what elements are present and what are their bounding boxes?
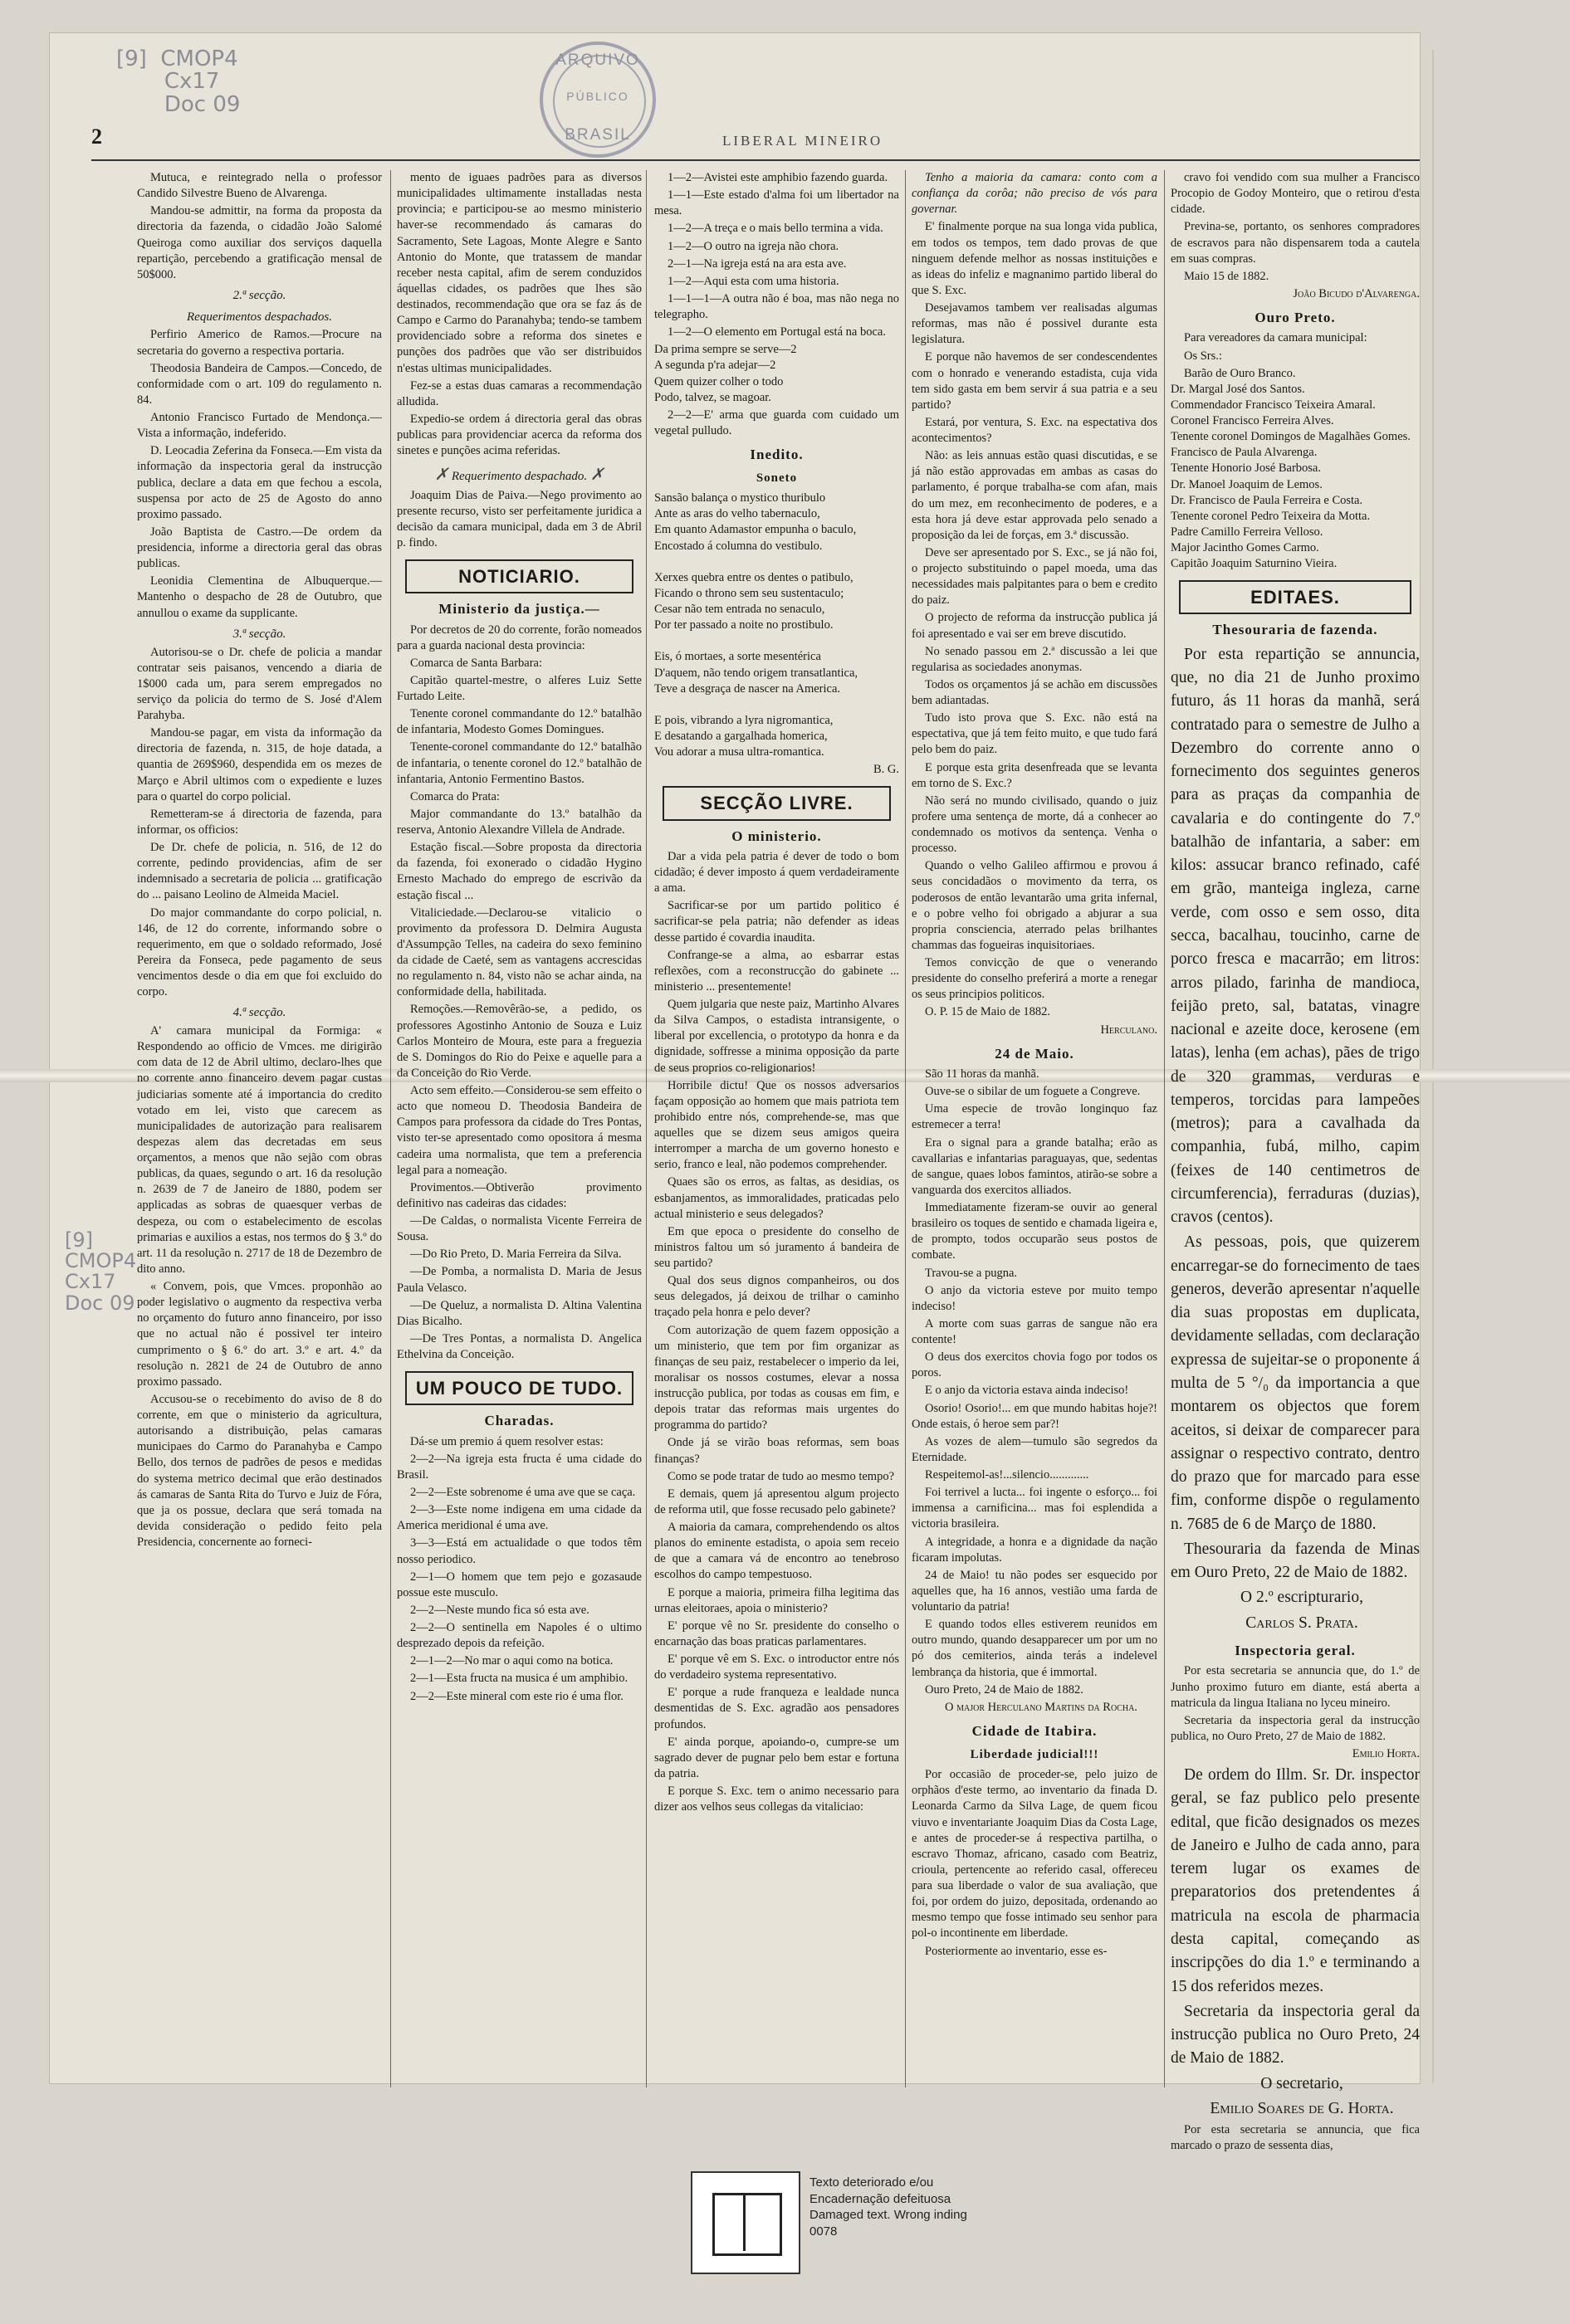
- x-mark-icon: ✗: [589, 466, 604, 485]
- subheading: Thesouraria de fazenda.: [1212, 622, 1378, 638]
- paragraph: Secretaria da inspectoria geral da instrucção publica, no Ouro Preto, 27 de Maio de 1882.: [1171, 1713, 1420, 1743]
- column-divider: [390, 170, 391, 2087]
- stamp-text-mid: PÚBLICO: [566, 90, 629, 103]
- paragraph: —De Queluz, a normalista D. Altina Valentina Dias Bicalho.: [397, 1298, 642, 1328]
- subheading: Inspectoria geral.: [1235, 1642, 1356, 1658]
- paragraph: O anjo da victoria esteve por muito tempo indeciso!: [912, 1283, 1157, 1313]
- paragraph: —De Pomba, a normalista D. Maria de Jesus Paula Velasco.: [397, 1265, 642, 1295]
- paragraph: E porque não havemos de ser condescendentes com o honrado e venerando estadista, cuja vida tem sido gasta em bem servir á sua patria e a seu partido?: [912, 350, 1157, 412]
- paragraph: Era o signal para a grande batalha; erão as cavallarias e infantarias paraguayas, que, sedentas de sangue, quaes lobos famintos, atirão-se sobre a vanguarda dos exercitos alliados.: [912, 1135, 1157, 1197]
- paragraph: A integridade, a honra e a dignidade da nação ficaram impolutas.: [912, 1535, 1157, 1565]
- paragraph: Theodosia Bandeira de Campos.—Concedo, de conformidade com o art. 109 do regulamento n. 84.: [137, 361, 382, 407]
- riddle: 2—2—Neste mundo fica só esta ave.: [410, 1603, 589, 1617]
- paragraph: Autorisou-se o Dr. chefe de policia a mandar contratar seis paisanos, vencendo a diaria de 1$000 cada um, para serem empregados no serviço da policia do termo de S. José d'Alem Parahyba.: [137, 645, 382, 723]
- paragraph: E' porque vê no Sr. presidente do conselho o encarnação das boas praticas parlamentares.: [654, 1618, 899, 1648]
- names-list: Barão de Ouro Branco. Dr. Margal José dos Santos. Commendador Francisco Teixeira Amaral. Coronel Francisco Ferreira Alves. Tenente coronel Domingos de Magalhães Gomes. Francisco de Paula Alvarenga. Tenente Honorio José Barbosa. Dr. Manoel Joaquim de Lemos. Dr. Francisco de Paula Ferreira e Costa. Tenente coronel Pedro Teixeira da Motta. Padre Camillo Ferreira Velloso. Major Jacintho Gomes Carmo. Capitão Joaquim Saturnino Vieira.: [1171, 366, 1411, 571]
- paragraph: Não será no mundo civilisado, quando o juiz profere uma sentença de morte, dá a conhecer ao condemnado os motivos da sentença. Venha o processo.: [912, 793, 1157, 856]
- paragraph: Comarca do Prata:: [410, 789, 500, 803]
- edital-block: [1171, 1764, 1420, 2121]
- subheading: O ministerio.: [731, 828, 822, 844]
- paragraph: As pessoas, pois, que quizerem encarregar-se do fornecimento de taes generos, deverão apresentar n'aquelle dia suas propostas em duplicata, devidamente selladas, com declaração expressa de sujeitar-se o proponente á multa de 5 °/₀ da importancia a que montarem os objectos que forem aceitos, si deixar de comparecer para assignar o respectivo contrato, dentro do prazo que for marcado para esse fim, conforme dispõe o regulamento n. 7685 de 6 de Março de 1880.: [1171, 1233, 1420, 1533]
- paragraph: Todos os orçamentos já se achão em discussões bem adiantadas.: [912, 677, 1157, 707]
- stamp-text-bottom: BRASIL: [565, 126, 631, 144]
- section-box-title: EDITAES.: [1179, 580, 1411, 614]
- paragraph: O projecto de reforma da instrucção publica já foi apresentado e vai ser em breve discutido.: [912, 611, 1157, 641]
- paragraph: Não: as leis annuas estão quasi discutidas, e se já não estão approvadas em ambas as casas do parlamento, é porque trabalha-se com afan, mais do um mez, em reconhecimento de poderes, e a esta hora já deve estar approvada pelo senado a proposição da lei de forças, em 3.ª discussão.: [912, 449, 1157, 542]
- riddle: 2—2—O sentinella em Napoles é o ultimo desprezado depois da refeição.: [397, 1621, 642, 1651]
- column-divider: [905, 170, 906, 2087]
- signature: Carlos S. Prata.: [1245, 1614, 1358, 1632]
- edital-block: [1171, 643, 1420, 1635]
- paragraph: Por occasião de proceder-se, pelo juizo de orphãos d'este termo, ao inventario da finada D. Leonarda Carmo da Silva Lage, de quem ficou viuvo e inventariante Joaquim Dias da Costa Lage, e antes de proceder-se á respectiva partilha, o escravo Thomaz, africano, casado com Beatriz, crioula, pertencente ao referido casal, offereceu para sua liberdade o valor de sua avaliação, que foi, por ordem do juizo, depositada, ordenando ao mesmo tempo que fosse intimado seu senhor para pol-o incontinente em liberdade.: [912, 1768, 1157, 1941]
- paragraph: De ordem do Illm. Sr. Dr. inspector geral, se faz publico pelo presente edital, que ficão designados os mezes de Janeiro e Julho de cada anno, para terem lugar os exames de preparatorios dos pretendentes á matricula na escola de pharmacia desta capital, começando as inscripções do dia 1.º e terminando a 15 dos referidos mezes.: [1171, 1766, 1420, 1995]
- subheading: [397, 464, 642, 486]
- paragraph: 24 de Maio! tu não podes ser esquecido por aquelles que, ha 16 annos, vestião uma farda de voluntario da patria!: [912, 1568, 1157, 1614]
- paragraph: Maio 15 de 1882.: [1184, 269, 1269, 283]
- paragraph: O secretario,: [1260, 2074, 1343, 2092]
- column-divider: [646, 170, 647, 2087]
- riddle: 1—2—Aqui esta com uma historia.: [668, 274, 839, 288]
- subheading: Charadas.: [484, 1413, 555, 1429]
- paragraph: Acto sem effeito.—Considerou-se sem effeito o acto que nomeou D. Theodosia Bandeira de Campos para professora da cidade do Tres Pontas, visto ter-se apresentado como opositora á mesma cadeira uma normalista, que tem a preferencia legal para a nomeação.: [397, 1084, 642, 1177]
- paragraph: E porque S. Exc. tem o animo necessario para dizer aos velhos seus collegas da vitaliciao:: [654, 1784, 899, 1814]
- paragraph: Ouro Preto, 24 de Maio de 1882.: [925, 1682, 1083, 1697]
- paragraph: E' ainda porque, apoiando-o, cumpre-se um sagrado dever de pugnar pelo bem estar e fortuna da patria.: [654, 1735, 899, 1780]
- paper-crease: [1432, 50, 1434, 2083]
- riddle: 2—1—O homem que tem pejo e gozasaude possue este musculo.: [397, 1570, 642, 1599]
- header-rule: [91, 159, 1420, 161]
- paragraph: A morte com suas garras de sangue não era contente!: [912, 1316, 1157, 1347]
- damage-notice: [809, 2175, 967, 2239]
- paragraph: E quando todos elles estiverem reunidos em outro mundo, quando desapparecer um por um no pó dos cemiterios, ainda terás a indelevel lembrança da historia, que é immortal.: [912, 1618, 1157, 1679]
- paragraph: Mandou-se pagar, em vista da informação da directoria de fazenda, n. 315, de hoje datada, a quantia de 269$960, despendida em os mezes de Março e Abril ultimos com o expediente e luzes para o quartel do corpo policial.: [137, 726, 382, 803]
- signature: B. G.: [873, 763, 899, 777]
- paragraph: D. Leocadia Zeferina da Fonseca.—Em vista da informação da inspectoria geral da instrucção publica, declare a data em que fechou a escola, suspensa por acto de 25 de Agosto do anno proximo passado.: [137, 444, 382, 521]
- paragraph: Antonio Francisco Furtado de Mendonça.—Vista a informação, indeferido.: [137, 411, 382, 441]
- paragraph: Com autorização de quem fazem opposição a um ministerio, que tem por fim organizar as finanças de seu paiz, restabelecer o imperio da lei, moralisar os nossos costumes, elevar a nossa instrucção publica, por todas as cousas em fim, e depois tratar das reformas mais urgentes do programma do partido?: [654, 1323, 899, 1433]
- riddle: 2—2—Este mineral com este rio é uma flor.: [410, 1689, 624, 1703]
- section-box-title: SECÇÃO LIVRE.: [663, 786, 891, 820]
- page-number: 2: [91, 124, 102, 149]
- paragraph: São 11 horas da manhã.: [925, 1067, 1039, 1081]
- paragraph: Estará, por ventura, S. Exc. na espectativa dos acontecimentos?: [912, 415, 1157, 445]
- paragraph: Leonidia Clementina de Albuquerque.—Mantenho o despacho de 28 de Outubro, que annullou o exame da supplicante.: [137, 574, 382, 620]
- paragraph: Tudo isto prova que S. Exc. não está na espectativa, que já tem feito muito, e que tudo fará pelo bem do paiz.: [912, 711, 1157, 757]
- paragraph: Thesouraria da fazenda de Minas em Ouro Preto, 22 de Maio de 1882.: [1171, 1540, 1420, 1582]
- column-2: [397, 170, 642, 1706]
- damage-notice-line: 0078: [809, 2224, 838, 2239]
- section-heading: 4.ª secção.: [232, 1006, 286, 1020]
- riddle: 2—1—Na igreja está na ara esta ave.: [668, 256, 847, 271]
- paragraph: Onde já se virão boas reformas, sem boas finanças?: [654, 1436, 899, 1466]
- paragraph: O 2.º escripturario,: [1240, 1589, 1363, 1607]
- paragraph: Sacrificar-se por um partido politico é sacrificar-se pela patria; não defender as ideas desse partido é covardia inaudita.: [654, 899, 899, 945]
- paragraph: Capitão quartel-mestre, o alferes Luiz Sette Furtado Leite.: [397, 673, 642, 704]
- newspaper-title: LIBERAL MINEIRO: [722, 133, 883, 149]
- column-1: [137, 170, 382, 1552]
- paragraph: Accusou-se o recebimento do aviso de 8 do corrente, em que o ministerio da agricultura, autorisando a distribuição, pelas camaras municipaes do Carmo do Paranahyba e Campo Bello, dos ternos de padrões de pesos e medidas do systema metrico decimal que erão destinados ás camaras de Santa Rita do Turvo e Juiz de Fóra, que ja os possue, declara que será tomada na devida consideração o pedido feito pela Presidencia, concernente ao forneci-: [137, 1392, 382, 1550]
- paragraph: Qual dos seus dignos companheiros, ou dos seus delegados, já deixou de trilhar o caminho traçado pela honra e pelo dever?: [654, 1274, 899, 1320]
- paragraph: Remoções.—Removêrão-se, a pedido, os professores Agostinho Antonio de Souza e Luiz Carlos Monteiro de Moura, este para a freguezia de S. Domingos do Rio do Peixe e aquelle para a da Conceição do Rio Verde.: [397, 1003, 642, 1080]
- paragraph: Deve ser apresentado por S. Exc., se já não foi, o projecto substituindo o papel moeda, uma das necessidades mais palpitantes para o bem e credito do paiz.: [912, 545, 1157, 608]
- paragraph: « Convem, pois, que Vmces. proponhão ao poder legislativo o augmento da respectiva verba no orçamento do futuro anno financeiro, por isso que no actual não é possivel ter inteiro cumprimento o § 6.º do art. 3.º e art. 4.º da resolução n. 2821 de 24 de Outubro de anno proximo passado.: [137, 1280, 382, 1389]
- riddle: 1—1—1—A outra não é boa, mas não nega no telegrapho.: [654, 291, 899, 321]
- subheading: Ministerio da justiça.—: [438, 601, 600, 618]
- paragraph: O. P. 15 de Maio de 1882.: [925, 1005, 1051, 1019]
- paragraph: Horribile dictu! Que os nossos adversarios façam opposição ao homem que mais patriota tem prohibido entre nós, comprehende-se, mas que aquelles que se dizem seus amigos queira interromper a marcha de um governo honesto e serio, franco e leal, não podemos comprehender.: [654, 1078, 899, 1172]
- riddle: 2—2—Este sobrenome é uma ave que se caça.: [410, 1486, 636, 1500]
- riddle: 1—2—Avistei este amphibio fazendo guarda.: [668, 171, 888, 184]
- paragraph: Tenente coronel commandante do 12.º batalhão de infantaria, Modesto Gomes Domingues.: [397, 707, 642, 737]
- section-box-title: NOTICIARIO.: [405, 559, 633, 593]
- paragraph: Comarca de Santa Barbara:: [410, 656, 543, 670]
- paragraph: Por esta repartição se annuncia, que, no dia 21 de Junho proximo futuro, ás 11 horas da manhã, será contratado para o semestre de Julho a Dezembro do corrente anno o fornecimento dos seguintes generos para as praças da companhia de cavalaria e do contingente do 7.º batalhão de infantaria, a saber: em kilos: assucar branco refinado, café em grão, manteiga ingleza, carne verde, com osso e sem osso, dita secca, bacalhau, toucinho, carne de porco fresca e macarrão; em litros: arros pilado, farinha de mandioca, feijão preto, sal, batatas, vinagre nacional e azeite doce, kerosene (em latas), lenha (em achas), pães de trigo de 320 grammas, verduras e temperos, torcidas para lampeões (metros); para a cavalhada da companhia, fubá, milho, capim (feixes de 140 centimetros de circumferencia), ferraduras (duzias), cravos (centos).: [1171, 645, 1420, 1227]
- subheading: Requerimentos despachados.: [187, 310, 332, 324]
- paragraph: Posteriormente ao inventario, esse es-: [925, 1944, 1108, 1958]
- paragraph: Osorio! Osorio!... em que mundo habitas hoje?! Onde estais, ó heroe sem par?!: [912, 1401, 1157, 1431]
- paragraph: Provimentos.—Obtiverão provimento definitivo nas cadeiras das cidades:: [397, 1180, 642, 1210]
- stamp-text-top: ARQUIVO: [555, 51, 640, 69]
- damage-notice-line: Damaged text. Wrong inding: [809, 2208, 967, 2222]
- paragraph: Em que epoca o presidente do conselho de ministros faltou um só juramento á bandeira de seu partido?: [654, 1224, 899, 1271]
- signature: Emilio Soares de G. Horta.: [1210, 2099, 1394, 2117]
- paragraph: Temos convicção de que o venerando presidente do conselho preferirá a morte a renegar os seus principios politicos.: [912, 956, 1157, 1002]
- handwritten-note-middle: [9] CMOP4 Cx17 Doc 09: [65, 1228, 137, 1315]
- paragraph: Como se pode tratar de tudo ao mesmo tempo?: [668, 1469, 895, 1483]
- riddle: 1—2—A treça e o mais bello termina a vida.: [668, 222, 883, 236]
- paragraph: Tenho a maioria da camara: conto com a confiança da corôa; não preciso de vós para governar.: [912, 171, 1157, 217]
- paragraph: A' camara municipal da Formiga: « Respondendo ao officio de Vmces. me dirigirão com data de 12 de Abril ultimo, declaro-lhes que no corrente anno financeiro devem pagar custas judiciarias somente até á importancia do credito votado em lei, visto que carecem as municipalidades de autorização para realisarem despezas alem das decretadas em seus orçamentos, a menos que não sejão com obras publicas, da quaes, segundo o art. 16 da resolução n. 2639 de 7 de Janeiro de 1880, podem ser applicadas as sobras de quaesquer verbas de despeza, ou com o estabelecimento de escolas primarias e auxilios a estas, nos termos do § 3.º do art. 11 da resolução n. 2717 de 18 de Dezembro de dito anno.: [137, 1024, 382, 1276]
- paragraph: Quando o velho Galileo affirmou e provou á seus concidadãos o movimento da terra, os poderosos de então levantarão uma grita infernal, e o pobre velho foi obrigado a abjurar a sua propria consciencia, aterrado pelas brilhantes chammas das fogueiras inquisitoriaes.: [912, 859, 1157, 952]
- paragraph: Do major commandante do corpo policial, n. 146, de 12 do corrente, informando sobre o requerimento, em que o soldado reformado, José Pereira da Fonseca, pede pagamento de seus vencimentos desde o dia em que foi excluido do corpo.: [137, 906, 382, 999]
- paragraph: E' porque a rude franqueza e lealdade nunca desmentidas de S. Exc. agradão aos pensadores profundos.: [654, 1686, 899, 1731]
- x-mark-icon: ✗: [434, 466, 449, 485]
- paragraph: Dar a vida pela patria é dever de todo o bom cidadão; é dever imposto á quem verdadeiramente a ama.: [654, 849, 899, 896]
- verse: Da prima sempre se serve—2 A segunda p'ra adejar—2 Quem quizer colher o todo Podo, talvez, se magoar.: [654, 343, 797, 404]
- subheading: Inedito.: [750, 447, 804, 462]
- paragraph: Os Srs.:: [1184, 349, 1222, 363]
- paragraph: E porque a maioria, primeira filha legitima das urnas eleitoraes, apoia o ministerio?: [654, 1585, 899, 1615]
- column-4: [912, 170, 1157, 1961]
- paragraph: Quem julgaria que neste paiz, Martinho Alvares da Silva Campos, o estadista intransigente, o liberal por excellencia, o prototypo da honra e da dignidade, soffresse a minima opposição da parte de seus proprios co-religionarios!: [654, 998, 899, 1075]
- section-heading: 3.ª secção.: [232, 627, 286, 641]
- signature: Emilio Horta.: [1352, 1747, 1420, 1760]
- signature: O major Herculano Martins da Rocha.: [945, 1700, 1137, 1714]
- riddle: 2—1—2—No mar o aqui como na botica.: [410, 1654, 614, 1668]
- paragraph: Desejavamos tambem ver realisadas algumas reformas, mas não é possivel durante esta legislatura.: [912, 301, 1157, 347]
- paragraph: E porque esta grita desenfreada que se levanta em torno de S. Exc.?: [912, 760, 1157, 790]
- paragraph: Fez-se a estas duas camaras a recommendação alludida.: [397, 378, 642, 408]
- paragraph: —De Tres Pontas, a normalista D. Angelica Ethelvina da Conceição.: [397, 1331, 642, 1362]
- damage-notice-line: Texto deteriorado e/ou: [809, 2175, 934, 2190]
- section-box-title: UM POUCO DE TUDO.: [405, 1371, 633, 1405]
- paragraph: E o anjo da victoria estava ainda indeciso!: [925, 1384, 1129, 1398]
- paragraph: Expedio-se ordem á directoria geral das obras publicas para providenciar acerca da reforma dos sinetes e punções acima referidas.: [397, 412, 642, 458]
- paragraph: No senado passou em 2.ª discussão a lei que regularisa as sociedades anonymas.: [912, 644, 1157, 674]
- paragraph: Tenente-coronel commandante do 12.º batalhão de infantaria, o tenente coronel do 12.º batalhão de infantaria, Antonio Fermentino Bastos.: [397, 740, 642, 786]
- paragraph: As vozes de alem—tumulo são segredos da Eternidade.: [912, 1434, 1157, 1464]
- paragraph: João Baptista de Castro.—De ordem da presidencia, informe a directoria geral das obras publicas.: [137, 525, 382, 571]
- paragraph: Immediatamente fizeram-se ouvir ao general brasileiro os toques de sentido e chamada ligeira e, de prompto, todos occuparão seus postos de combate.: [912, 1201, 1157, 1262]
- subheading: 24 de Maio.: [995, 1045, 1074, 1062]
- riddle: 3—3—Está em actualidade o que todos têm nosso periodico.: [397, 1536, 642, 1566]
- paragraph: Confrange-se a alma, ao esbarrar estas reflexões, com a reconstrucção do gabinete ... ministerio ... presentemente!: [654, 948, 899, 994]
- paragraph: O deus dos exercitos chovia fogo por todos os poros.: [912, 1350, 1157, 1380]
- riddle: 2—2—Na igreja esta fructa é uma cidade do Brasil.: [397, 1452, 642, 1482]
- paragraph: Respeitemol-as!...silencio.............: [925, 1468, 1089, 1482]
- paragraph: cravo foi vendido com sua mulher a Francisco Procopio de Godoy Monteiro, que o retirou d'esta cidade.: [1171, 171, 1420, 217]
- paragraph: Secretaria da inspectoria geral da instrucção publica no Ouro Preto, 24 de Maio de 1882.: [1171, 2002, 1420, 2068]
- paragraph: Joaquim Dias de Paiva.—Nego provimento ao presente recurso, visto ser perfeitamente juridica a decisão da camara municipal, dada em 3 de Abril p. findo.: [397, 488, 642, 550]
- paragraph: Major commandante do 13.º batalhão da reserva, Antonio Alexandre Villela de Andrade.: [397, 807, 642, 837]
- paragraph: Por esta secretaria se annuncia, que fica marcado o prazo de sessenta dias,: [1171, 2123, 1420, 2153]
- paragraph: Uma especie de trovão longinquo faz estremecer a terra!: [912, 1102, 1157, 1132]
- subheading: Ouro Preto.: [1255, 310, 1336, 325]
- paragraph: Estação fiscal.—Sobre proposta da directoria da fazenda, foi exonerado o cidadão Hygino Ernesto Machado do emprego de escrivão da estação fiscal ...: [397, 841, 642, 902]
- page-header: [91, 124, 1420, 158]
- paragraph: Por esta secretaria se annuncia que, do 1.º de Junho proximo futuro em diante, está aberta a matricula da lingua Italiana no lyceu mineiro.: [1171, 1664, 1420, 1710]
- subheading: Cidade de Itabira.: [971, 1722, 1098, 1739]
- paragraph: Quaes são os erros, as faltas, as desidias, os esbanjamentos, as immoralidades, praticadas pelo actual ministerio e seus delegados?: [654, 1175, 899, 1221]
- signature: Herculano.: [1100, 1023, 1157, 1037]
- paragraph: E' porque vê em S. Exc. o introductor entre nós do verdadeiro systema representativo.: [654, 1653, 899, 1682]
- paragraph: Remetteram-se á directoria de fazenda, para informar, os officios:: [137, 807, 382, 837]
- riddle: 1—2—O elemento em Portugal está na boca.: [668, 325, 886, 339]
- paragraph: A maioria da camara, comprehendendo os altos planos do eminente estadista, o apoia sem receio de que a camara vá de encontro ao tenebroso escolhos do campo tempestuoso.: [654, 1521, 899, 1582]
- paragraph: Mutuca, e reintegrado nella o professor Candido Silvestre Bueno de Alvarenga.: [137, 171, 382, 201]
- paragraph: Vitaliciedade.—Declarou-se vitalicio o provimento da professora D. Delmira Augusta d'Assumpção Telles, na cadeira do sexo feminino da cidade de Caeté, sem as vantagens accrescidas no regulamento n. 84, visto não se achar ainda, na conformidade della, habilitada.: [397, 906, 642, 999]
- paragraph: mento de iguaes padrões para as diversos municipalidades ultimamente installadas nesta provincia; e participou-se ao mesmo ministerio haver-se recommendado ás camaras do Sacramento, Sete Lagoas, Monte Alegre e Santo Antonio do Monte, que tratassem de mandar receber nesta capital, afim de serem conduzidos áquellas cidades, os padrões que lhes são destinados, recommendação que ora se faz ás de Campo e Carmo do Paranahyba; tendo-se tambem providenciado sobre a reforma dos sinetes e punções dos padrões que vão ser distribuidos n'estas ultimas municipalidades.: [397, 171, 642, 375]
- subheading: Soneto: [756, 471, 798, 486]
- paragraph: Foi terrivel a lucta... foi ingente o esforço... foi immensa a carnificina... mas foi esplendida a victoria brasileira.: [912, 1486, 1157, 1531]
- riddle: 1—2—O outro na igreja não chora.: [668, 239, 839, 253]
- paragraph: Perfirio Americo de Ramos.—Procure na secretaria do governo a respectiva portaria.: [137, 328, 382, 358]
- handwritten-note-top: [9] CMOP4 Cx17 Doc 09: [116, 46, 241, 117]
- riddle: 2—3—Este nome indigena em uma cidade da America meridional é uma ave.: [397, 1503, 642, 1533]
- section-heading: 2.ª secção.: [232, 288, 286, 302]
- paragraph: Travou-se a pugna.: [925, 1266, 1018, 1280]
- damaged-text-icon: [691, 2171, 800, 2274]
- paragraph: De Dr. chefe de policia, n. 516, de 12 do corrente, pedindo providencias, afim de ser indemnisado a secretaria de policia ... gratificação do ... paisano Leolino de Almeida Maciel.: [137, 841, 382, 902]
- column-5: [1171, 170, 1420, 2156]
- paragraph: Para vereadores da camara municipal:: [1184, 331, 1367, 345]
- paragraph: Previna-se, portanto, os senhores compradores de escravos para não dispensarem toda a cautela em suas compras.: [1171, 220, 1420, 266]
- riddle: 2—2—E' arma que guarda com cuidado um vegetal pulludo.: [654, 408, 899, 437]
- sonnet: Sansão balança o mystico thuribulo Ante as aras do velho tabernaculo, Em quanto Adamastor empunha o baculo, Encostado á columna do vestibulo. Xerxes quebra entre os dentes o patibulo, Ficando o throno sem seu sustentaculo; Cesar não tem entrada no senaculo, Por ter passado a noite no prostibulo. Eis, ó mortaes, a sorte mesentérica D'aquem, não tendo origem transatlantica, Teve a desgraça de nascer na America. E pois, vibrando a lyra nigromantica, E desatando a gargalhada homerica, Vou adorar a musa ultra-romantica.: [654, 491, 858, 759]
- paragraph: E' finalmente porque na sua longa vida publica, em todos os tempos, tem dado provas de que ninguem defende melhor as nossas instituições e as ideas do infeliz e magnanimo partido liberal do que S. Exc.: [912, 220, 1157, 297]
- paragraph: Por decretos de 20 do corrente, forão nomeados para a guarda nacional desta provincia:: [397, 622, 642, 652]
- riddle: 1—1—Este estado d'alma foi um libertador na mesa.: [654, 188, 899, 218]
- paragraph: Mandou-se admittir, na forma da proposta da directoria da fazenda, o cidadão João Salomé Queiroga como auxiliar dos serviços daquella repartição, percebendo a gratificação mensal de 50$000.: [137, 204, 382, 281]
- paragraph: —Do Rio Preto, D. Maria Ferreira da Silva.: [410, 1247, 622, 1262]
- damage-notice-line: Encadernação defeituosa: [809, 2191, 951, 2206]
- column-3: [654, 170, 899, 1817]
- paragraph: —De Caldas, o normalista Vicente Ferreira de Sousa.: [397, 1214, 642, 1244]
- paragraph: Ouve-se o sibilar de um foguete a Congreve.: [925, 1085, 1141, 1099]
- paragraph: E demais, quem já apresentou algum projecto de reforma util, que fosse recusado pelo gabinete?: [654, 1487, 899, 1516]
- paragraph: Dá-se um premio á quem resolver estas:: [410, 1434, 604, 1448]
- subheading-text: Requerimento despachado.: [451, 470, 588, 484]
- subheading: Liberdade judicial!!!: [970, 1748, 1099, 1762]
- signature: João Bicudo d'Alvarenga.: [1293, 286, 1420, 300]
- riddle: 2—1—Esta fructa na musica é um amphibio.: [410, 1672, 628, 1686]
- book-icon: [712, 2193, 782, 2256]
- column-divider: [1164, 170, 1165, 2087]
